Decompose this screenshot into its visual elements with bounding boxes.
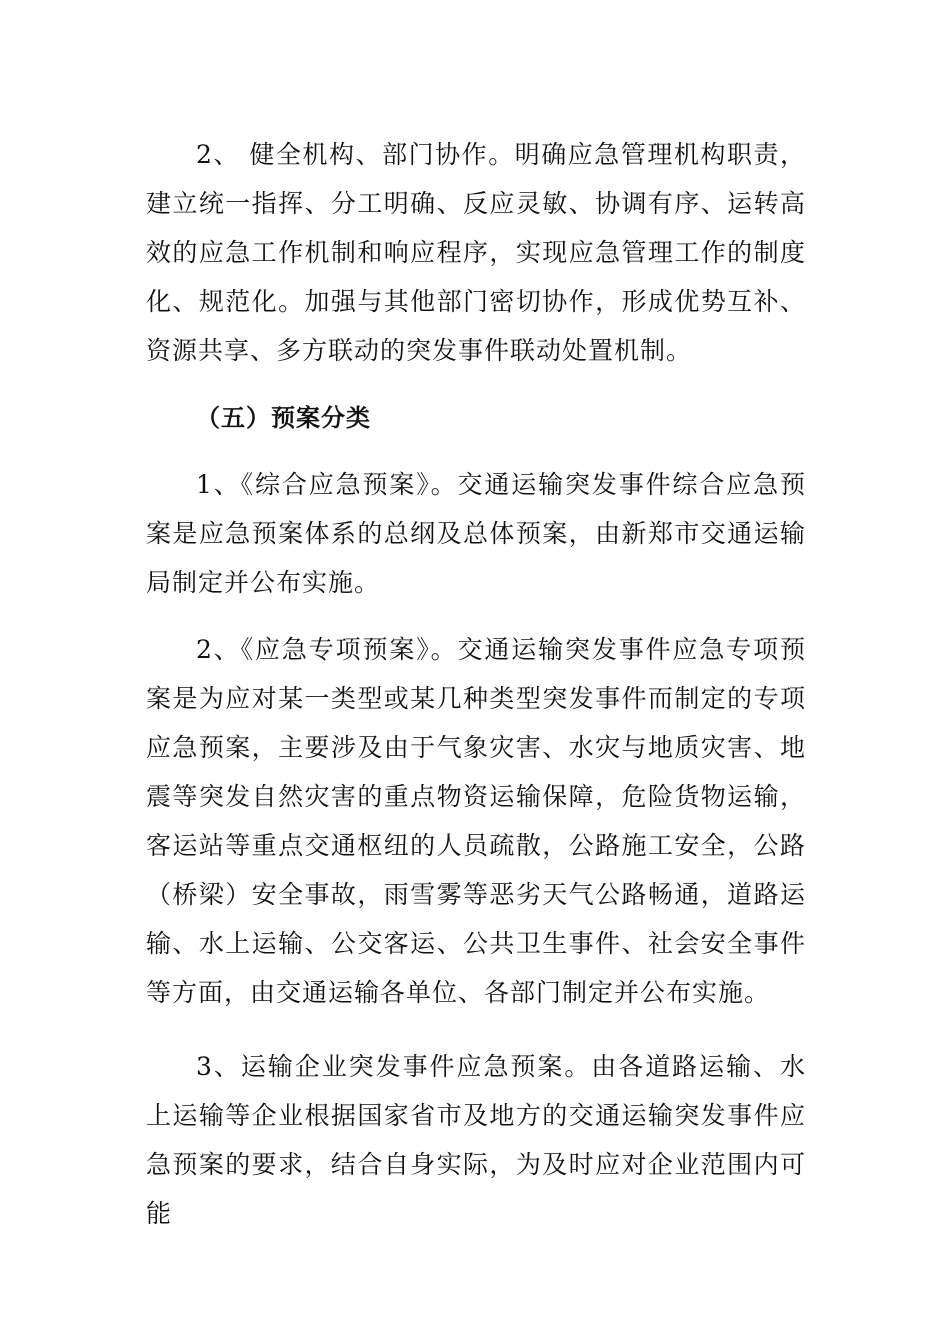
paragraph-institution-coordination: 2、 健全机构、部门协作。明确应急管理机构职责，建立统一指挥、分工明确、反应灵敏、协调有序、运转高效的应急工作机制和响应程序，实现应急管理工作的制度化、规范化。加强与其他部门密切协作，形成优势互补、资源共享、多方联动的突发事件联动处置机制。	[146, 140, 806, 365]
paragraph-special-plan: 2、《应急专项预案》。交通运输突发事件应急专项预案是为应对某一类型或某几种类型突发事件而制定的专项应急预案，主要涉及由于气象灾害、水灾与地质灾害、地震等突发自然灾害的重点物资运输保障，危险货物运输，客运站等重点交通枢纽的人员疏散，公路施工安全，公路（桥梁）安全事故，雨雪雾等恶劣天气公路畅通，道路运输、水上运输、公交客运、公共卫生事件、社会安全事件等方面，由交通运输各单位、各部门制定并公布实施。	[146, 635, 806, 1007]
section-heading-plan-classification: （五）预案分类	[196, 403, 371, 432]
paragraph-comprehensive-plan: 1、《综合应急预案》。交通运输突发事件综合应急预案是应急预案体系的总纲及总体预案，由新郑市交通运输局制定并公布实施。	[146, 470, 806, 597]
paragraph-enterprise-plan: 3、运输企业突发事件应急预案。由各道路运输、水上运输等企业根据国家省市及地方的交通运输突发事件应急预案的要求，结合自身实际，为及时应对企业范围内可能	[146, 1052, 806, 1228]
